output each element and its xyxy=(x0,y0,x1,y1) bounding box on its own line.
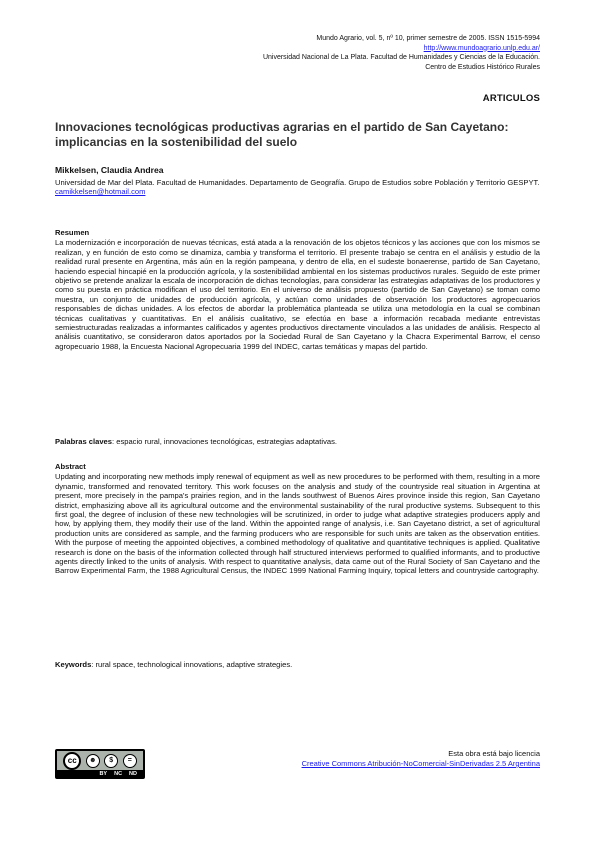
center-line: Centro de Estudios Histórico Rurales xyxy=(425,63,540,71)
section-label: ARTICULOS xyxy=(482,93,540,104)
journal-citation: Mundo Agrario, vol. 5, nº 10, primer semestre de 2005. ISSN 1515-5994 xyxy=(316,35,540,42)
cc-logo-icon: cc xyxy=(63,752,81,770)
badge-nc-label: NC xyxy=(114,771,123,777)
license-notice xyxy=(210,749,540,769)
article-title: Innovaciones tecnológicas productivas agrarias en el partido de San Cayetano: implicancias en la sostenibilidad del suelo xyxy=(55,120,509,149)
author-block xyxy=(55,166,540,197)
palabras-text: : espacio rural, innovaciones tecnológicas, estrategias adaptativas. xyxy=(112,437,337,446)
author-email-link[interactable]: camikkelsen@hotmail.com xyxy=(55,187,146,196)
badge-by-label: BY xyxy=(99,771,108,777)
university-line: Universidad Nacional de La Plata. Facultad de Humanidades y Ciencias de la Educación. xyxy=(262,54,540,61)
keywords-label: Keywords xyxy=(55,660,92,669)
abstract-section xyxy=(55,462,540,576)
keywords xyxy=(55,660,540,669)
license-link[interactable]: Creative Commons Atribución-NoComercial-SinDerivadas 2.5 Argentina xyxy=(301,759,540,768)
journal-url-link[interactable]: http://www.mundoagrario.unlp.edu.ar/ xyxy=(423,44,540,52)
cc-license-badge[interactable] xyxy=(55,749,145,779)
author-affiliation: Universidad de Mar del Plata. Facultad de Humanidades. Departamento de Geografía. Grupo de Estudios sobre Población y Territorio GESPYT. xyxy=(55,177,540,187)
palabras-claves xyxy=(55,437,540,446)
noncommercial-icon: $ xyxy=(104,754,118,768)
license-text: Esta obra está bajo licencia xyxy=(448,749,540,758)
resumen-section xyxy=(55,228,540,351)
keywords-text: : rural space, technological innovations, adaptive strategies. xyxy=(91,660,293,669)
resumen-text: La modernización e incorporación de nuevas técnicas, está atada a la renovación de los objetos técnicos y las acciones que con los mismos se realizan, y en función de esto como se dinamiza, cambia y transforma el territorio. El presente trabajo se centra en el análisis y estudio de la realidad rural presente en Argentina, más aún en la región pampeana, y dentro de ella, en el sudeste bonaerense, partido de San Cayetano, haciendo especial hincapié en la producción agrícola, y la sostenibilidad ambiental en los sistemas productivos rurales. Seguido de este primer objetivo se pretende analizar la escala de incorporación de dichas tecnologías, para considerar las estrategias adaptativas de los productores y como su puesta en práctica modifican el uso del territorio. En el universo de análisis propuesto (partido de San Cayetano) se toman como muestra, un conjunto de unidades de producción agrícola, y actúan como unidades de observación los productores agropecuarios responsables de dichas unidades. A los efectos de abordar la problemática planteada se utiliza una metodología en la cual se combinan técnicas cualitativas y cuantitativas. En el análisis cualitativo, se efectúa en base a información recabada mediante entrevistas semiestructuradas realizadas a informantes calificados y agentes productivos directamente vinculados a las unidades de análisis. Respecto al análisis cuantitativo, se consideraron datos aportados por la Sociedad Rural de San Cayetano y la Chacra Experimental Barrow, el censo agropecuario 1988, la Encuesta Nacional Agropecuaria 1999 del INDEC, cartas temáticas y mapas del partido. xyxy=(55,238,540,351)
author-name: Mikkelsen, Claudia Andrea xyxy=(55,165,164,175)
noderivs-icon: = xyxy=(123,754,137,768)
palabras-label: Palabras claves xyxy=(55,437,112,446)
attribution-person-icon: ☻ xyxy=(86,754,100,768)
abstract-text: Updating and incorporating new methods imply renewal of equipment as well as new procedures to be performed with them, resulting in a more dynamic, transformed and renovated territory. This work focuses on the analysis and study of the countryside real situation in Argentina at present, more precisely in the pampa's prairies region, and in the lands southwest of Buenos Aires province inside this region, San Cayetano district, emphasizing above all its agricultural outcome and the environmental sustainability of the rural productive systems. Subsequent to this first goal, the degree of inclusion of these new technologies will be scrutinized, in order to judge what adaptive strategies producers apply and how, by applying them, they modify their use of the land. Within the appointed range of analysis, i.e. San Cayetano district, a set of agricultural production units are considered as sample, and the farming producers who are responsible for such units are taken as the observation entities. With the purpose of meeting the appointed objectives, a combined methodology of qualitative and quantitative techniques is applied. Qualitative research is done on the basis of the information collected through half structured interviews performed to qualified informants, and to productive agents directly linked to the units of analysis. With respect to quantitative analysis, data came out of the Rural Society of San Cayetano and the Barrow Experimental Farm, the 1988 Agricultural Census, the INDEC 1999 National Farming Inquiry, topical letters and countryside cartography. xyxy=(55,472,540,576)
resumen-heading: Resumen xyxy=(55,228,90,237)
abstract-heading: Abstract xyxy=(55,462,86,471)
badge-nd-label: ND xyxy=(129,771,137,777)
journal-header xyxy=(120,34,540,72)
